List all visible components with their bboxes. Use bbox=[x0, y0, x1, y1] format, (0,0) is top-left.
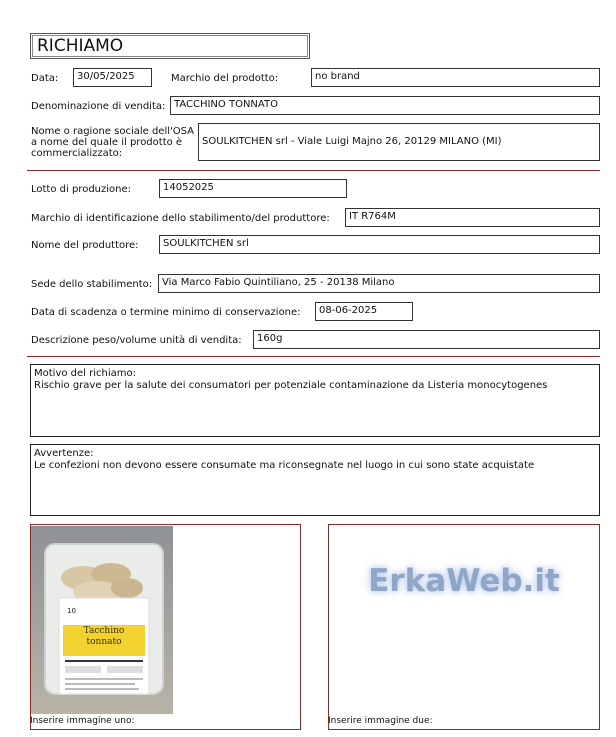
sede-field[interactable]: Via Marco Fabio Quintiliano, 25 - 20138 Milano bbox=[158, 274, 600, 293]
osa-field[interactable]: SOULKITCHEN srl - Viale Luigi Majno 26, 20129 MILANO (MI) bbox=[198, 123, 600, 161]
denominazione-field[interactable]: TACCHINO TONNATO bbox=[170, 96, 600, 115]
marchio-prodotto-field[interactable]: no brand bbox=[311, 68, 600, 87]
watermark-logo: ErkaWeb.it bbox=[368, 563, 560, 599]
title-box bbox=[30, 33, 310, 59]
motivo-box[interactable] bbox=[30, 364, 600, 437]
data-field[interactable]: 30/05/2025 bbox=[73, 68, 152, 87]
package-label-line1: Tacchino bbox=[83, 626, 125, 636]
scadenza-field[interactable]: 08-06-2025 bbox=[315, 302, 413, 321]
produttore-label: Nome del produttore: bbox=[31, 240, 139, 251]
lotto-label: Lotto di produzione: bbox=[31, 184, 132, 195]
avvertenze-text: Le confezioni non devono essere consumate ma riconsegnate nel luogo in cui sono state acquistate bbox=[34, 460, 535, 471]
page-title: RICHIAMO bbox=[32, 35, 308, 57]
osa-label-line1: Nome o ragione sociale dell'OSA bbox=[31, 126, 195, 137]
peso-label: Descrizione peso/volume unità di vendita: bbox=[31, 335, 242, 346]
motivo-label: Motivo del richiamo: bbox=[34, 368, 136, 379]
marchio-identificazione-field[interactable]: IT R764M bbox=[345, 208, 600, 227]
marchio-prodotto-label: Marchio del prodotto: bbox=[171, 73, 279, 84]
motivo-text: Rischio grave per la salute dei consumatori per potenziale contaminazione da Listeria monocytogenes bbox=[34, 380, 548, 391]
produttore-field[interactable]: SOULKITCHEN srl bbox=[159, 235, 600, 254]
peso-field[interactable]: 160g bbox=[253, 330, 600, 349]
immagine-due-caption: Inserire immagine due: bbox=[328, 716, 433, 726]
section-divider bbox=[27, 356, 600, 357]
denominazione-label: Denominazione di vendita: bbox=[31, 101, 166, 112]
product-photo bbox=[31, 526, 173, 714]
scadenza-label: Data di scadenza o termine minimo di conservazione: bbox=[31, 307, 301, 318]
avvertenze-box[interactable] bbox=[30, 444, 600, 516]
immagine-due-frame[interactable] bbox=[328, 524, 600, 730]
svg-text:10: 10 bbox=[67, 607, 76, 615]
sede-label: Sede dello stabilimento: bbox=[31, 279, 153, 290]
section-divider bbox=[27, 170, 600, 171]
immagine-uno-caption: Inserire immagine uno: bbox=[30, 716, 135, 726]
data-label: Data: bbox=[31, 73, 59, 84]
marchio-identificazione-label: Marchio di identificazione dello stabilimento/del produttore: bbox=[31, 213, 330, 224]
lotto-field[interactable]: 14052025 bbox=[159, 179, 347, 198]
osa-label-line2: a nome del quale il prodotto è bbox=[31, 137, 183, 148]
package-label-line2: tonnato bbox=[86, 637, 122, 647]
avvertenze-label: Avvertenze: bbox=[34, 448, 94, 459]
osa-label-line3: commercializzato: bbox=[31, 148, 123, 159]
product-package-image bbox=[31, 526, 173, 714]
